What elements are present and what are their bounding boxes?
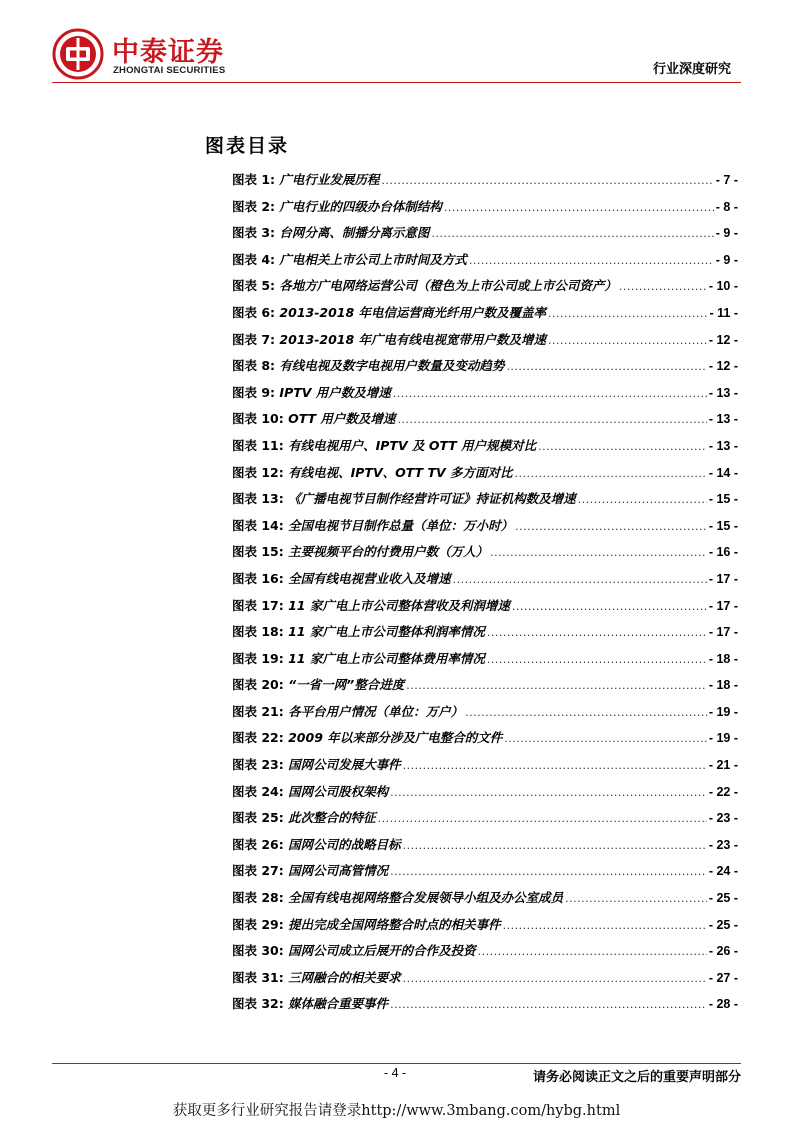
toc-dot-leader: [397, 413, 706, 426]
toc-dot-leader: [548, 334, 707, 347]
toc-dot-leader: [503, 919, 707, 932]
toc-entry-label: 图表 26:: [232, 836, 284, 852]
toc-entry-page: - 19 -: [708, 731, 738, 746]
toc-entry[interactable]: [232, 968, 738, 995]
toc-entry-page: - 14 -: [708, 465, 738, 480]
toc-dot-leader: [381, 174, 713, 187]
toc-entry-label: 图表 18:: [232, 624, 284, 640]
toc-entry-label: 图表 11:: [232, 437, 284, 453]
toc-entry-page: - 10 -: [708, 279, 738, 294]
toc-entry[interactable]: [232, 223, 738, 250]
toc-entry[interactable]: [232, 649, 738, 676]
toc-entry-title: IPTV 用户数及增速: [279, 384, 391, 400]
toc-entry-title: 国网公司股权架构: [288, 783, 389, 799]
toc-entry-page: - 16 -: [708, 545, 738, 560]
toc-entry[interactable]: [232, 622, 738, 649]
toc-entry[interactable]: [232, 436, 738, 463]
toc-entry-label: 图表 21:: [232, 703, 284, 719]
toc-entry-label: 图表 7:: [232, 331, 276, 347]
toc-entry-page: - 26 -: [708, 944, 738, 959]
toc-entry-label: 图表 25:: [232, 810, 284, 826]
toc-dot-leader: [390, 998, 707, 1011]
toc-entry-label: 图表 20:: [232, 677, 284, 693]
toc-entry-title: 11 家广电上市公司整体营收及利润增速: [288, 597, 510, 613]
toc-entry-label: 图表 22:: [232, 730, 284, 746]
toc-dot-leader: [512, 600, 707, 613]
toc-entry-page: - 7 -: [715, 173, 738, 187]
toc-dot-leader: [431, 227, 713, 240]
toc-entry-label: 图表 3:: [232, 225, 276, 241]
toc-entry-label: 图表 23:: [232, 757, 284, 773]
toc-entry-title: 国网公司高管情况: [288, 863, 389, 879]
toc-entry-label: 图表 14:: [232, 517, 284, 533]
toc-dot-leader: [538, 440, 707, 453]
toc-dot-leader: [487, 653, 707, 666]
toc-entry[interactable]: [232, 409, 738, 436]
disclaimer-note: 请务必阅读正文之后的重要声明部分: [532, 1070, 741, 1085]
toc-entry-page: - 13 -: [708, 438, 738, 453]
toc-entry[interactable]: [232, 542, 738, 569]
toc-dot-leader: [403, 759, 707, 772]
toc-dot-leader: [478, 945, 707, 958]
toc-entry-title: 2013-2018 年电信运营商光纤用户数及覆盖率: [279, 304, 547, 320]
toc-entry-label: 图表 19:: [232, 650, 284, 666]
toc-entry-title: 广电相关上市公司上市时间及方式: [279, 251, 467, 267]
toc-dot-leader: [390, 865, 707, 878]
toc-entry-title: 三网融合的相关要求: [288, 969, 401, 985]
toc-entry-page: - 9 -: [715, 226, 738, 241]
toc-entry[interactable]: [232, 994, 738, 1021]
toc-dot-leader: [393, 387, 707, 400]
toc-entry[interactable]: [232, 330, 738, 357]
toc-entry[interactable]: [232, 675, 738, 702]
toc-entry-title: 主要视频平台的付费用户数（万人）: [288, 544, 489, 560]
zhongtai-logo-icon: [52, 28, 104, 80]
toc-dot-leader: [453, 573, 707, 586]
toc-entry-page: - 18 -: [708, 651, 738, 666]
toc-entry-title: 台网分离、制播分离示意图: [279, 225, 430, 241]
toc-entry[interactable]: [232, 383, 738, 410]
toc-dot-leader: [515, 467, 707, 480]
toc-entry-label: 图表 9:: [232, 384, 276, 400]
toc-dot-leader: [469, 254, 714, 267]
toc-dot-leader: [465, 706, 707, 719]
toc-entry-title: 全国有线电视网络整合发展领导小组及办公室成员: [288, 890, 564, 906]
toc-entry-page: - 27 -: [708, 970, 738, 985]
toc-entry-page: - 22 -: [708, 784, 738, 799]
toc-entry[interactable]: [232, 782, 738, 809]
toc-entry-label: 图表 31:: [232, 969, 284, 985]
report-type: 行业深度研究: [652, 62, 731, 77]
toc-entry-label: 图表 4:: [232, 251, 276, 267]
toc-entry-title: 媒体融合重要事件: [288, 996, 389, 1012]
toc-entry-label: 图表 15:: [232, 544, 284, 560]
toc-entry-title: 国网公司的战略目标: [288, 836, 401, 852]
figure-table-of-contents: [232, 170, 738, 1021]
toc-entry-page: - 9 -: [715, 252, 738, 267]
toc-entry-title: 国网公司成立后展开的合作及投资: [288, 943, 476, 959]
toc-entry-title: 有线电视用户、IPTV 及 OTT 用户规模对比: [288, 437, 537, 453]
toc-entry-label: 图表 2:: [232, 198, 276, 214]
toc-entry[interactable]: [232, 516, 738, 543]
toc-entry-label: 图表 27:: [232, 863, 284, 879]
toc-entry-label: 图表 6:: [232, 304, 276, 320]
toc-entry-label: 图表 30:: [232, 943, 284, 959]
toc-dot-leader: [578, 493, 707, 506]
toc-entry[interactable]: [232, 356, 738, 383]
toc-dot-leader: [406, 679, 707, 692]
toc-entry-title: 全国有线电视营业收入及增速: [288, 570, 451, 586]
toc-entry[interactable]: [232, 489, 738, 516]
toc-entry-page: - 17 -: [708, 625, 738, 640]
toc-entry[interactable]: [232, 941, 738, 968]
toc-entry-page: - 28 -: [708, 997, 738, 1012]
toc-dot-leader: [390, 786, 707, 799]
toc-entry-page: - 15 -: [708, 518, 738, 533]
toc-entry-page: - 24 -: [708, 864, 738, 879]
toc-dot-leader: [548, 307, 707, 320]
toc-entry-label: 图表 17:: [232, 597, 284, 613]
toc-entry[interactable]: [232, 463, 738, 490]
toc-entry-title: 广电行业的四级办台体制结构: [279, 198, 442, 214]
toc-entry-title: 2009 年以来部分涉及广电整合的文件: [288, 730, 503, 746]
toc-dot-leader: [378, 812, 707, 825]
toc-entry-page: - 23 -: [708, 811, 738, 826]
toc-entry-title: 有线电视及数字电视用户数量及变动趋势: [279, 358, 505, 374]
toc-entry-page: - 25 -: [708, 917, 738, 932]
toc-entry[interactable]: [232, 569, 738, 596]
toc-entry[interactable]: [232, 915, 738, 942]
toc-entry-label: 图表 5:: [232, 278, 276, 294]
toc-entry[interactable]: [232, 303, 738, 330]
toc-dot-leader: [403, 839, 707, 852]
toc-entry-title: 全国电视节目制作总量（单位：万小时）: [288, 517, 514, 533]
toc-entry[interactable]: [232, 276, 738, 303]
toc-entry-label: 图表 1:: [232, 172, 276, 187]
toc-entry-title: 各平台用户情况（单位：万户）: [288, 703, 464, 719]
toc-dot-leader: [515, 520, 707, 533]
toc-dot-leader: [565, 892, 707, 905]
toc-dot-leader: [504, 732, 707, 745]
toc-entry-label: 图表 10:: [232, 411, 284, 427]
toc-entry-page: - 12 -: [708, 359, 738, 374]
toc-entry-title: OTT 用户数及增速: [288, 411, 396, 427]
toc-entry-page: - 8 -: [715, 199, 738, 214]
toc-dot-leader: [487, 626, 707, 639]
page-number: - 4 -: [384, 1066, 407, 1080]
toc-dot-leader: [444, 201, 714, 214]
toc-entry-title: 各地方广电网络运营公司（橙色为上市公司或上市公司资产）: [279, 278, 617, 294]
toc-entry-page: - 12 -: [708, 332, 738, 347]
toc-entry-title: 国网公司发展大事件: [288, 757, 401, 773]
toc-entry-page: - 17 -: [708, 571, 738, 586]
toc-dot-leader: [619, 280, 707, 293]
toc-entry[interactable]: [232, 596, 738, 623]
toc-entry-page: - 25 -: [708, 891, 738, 906]
toc-entry-label: 图表 32:: [232, 996, 284, 1012]
toc-entry-title: 《广播电视节目制作经营许可证》持证机构数及增速: [288, 491, 576, 507]
toc-entry-title: “一省一网”整合进度: [288, 677, 405, 693]
toc-entry-page: - 19 -: [708, 704, 738, 719]
toc-entry-label: 图表 29:: [232, 916, 284, 932]
toc-entry-title: 广电行业发展历程: [279, 172, 380, 187]
toc-entry-label: 图表 12:: [232, 464, 284, 480]
toc-dot-leader: [490, 546, 707, 559]
toc-entry-title: 2013-2018 年广电有线电视宽带用户数及增速: [279, 331, 547, 347]
toc-entry[interactable]: [232, 835, 738, 862]
toc-entry[interactable]: [232, 888, 738, 915]
footer-divider: [52, 1063, 741, 1064]
toc-entry-page: - 17 -: [708, 598, 738, 613]
logo-english-name: ZHONGTAI SECURITIES: [113, 65, 226, 76]
toc-entry-label: 图表 13:: [232, 491, 284, 507]
toc-entry-title: 提出完成全国网络整合时点的相关事件: [288, 916, 501, 932]
toc-entry[interactable]: [232, 250, 738, 277]
company-logo: [52, 28, 252, 80]
toc-entry-page: - 23 -: [708, 837, 738, 852]
toc-dot-leader: [506, 360, 706, 373]
header-divider: [52, 82, 741, 83]
toc-entry[interactable]: [232, 755, 738, 782]
toc-entry-page: - 13 -: [708, 385, 738, 400]
toc-entry[interactable]: [232, 861, 738, 888]
toc-entry[interactable]: [232, 170, 738, 197]
toc-entry-label: 图表 8:: [232, 358, 276, 374]
toc-entry[interactable]: [232, 808, 738, 835]
toc-entry-label: 图表 16:: [232, 570, 284, 586]
logo-chinese-name: 中泰证券: [112, 37, 224, 68]
toc-entry-label: 图表 24:: [232, 783, 284, 799]
toc-entry-title: 此次整合的特征: [288, 810, 376, 826]
toc-entry-page: - 18 -: [708, 678, 738, 693]
toc-entry-title: 11 家广电上市公司整体费用率情况: [288, 650, 485, 666]
toc-entry-page: - 11 -: [709, 305, 738, 320]
toc-entry-page: - 21 -: [708, 758, 738, 773]
toc-entry-page: - 15 -: [708, 492, 738, 507]
toc-entry-title: 11 家广电上市公司整体利润率情况: [288, 624, 485, 640]
toc-entry-label: 图表 28:: [232, 890, 284, 906]
toc-dot-leader: [403, 972, 707, 985]
website-link-note[interactable]: 获取更多行业研究报告请登录http://www.3mbang.com/hybg.html: [172, 1103, 621, 1119]
toc-entry-page: - 13 -: [708, 412, 738, 427]
toc-entry[interactable]: [232, 197, 738, 224]
toc-entry[interactable]: [232, 702, 738, 729]
toc-entry-title: 有线电视、IPTV、OTT TV 多方面对比: [288, 464, 513, 480]
toc-entry[interactable]: [232, 728, 738, 755]
toc-title: 图表目录: [205, 135, 290, 157]
